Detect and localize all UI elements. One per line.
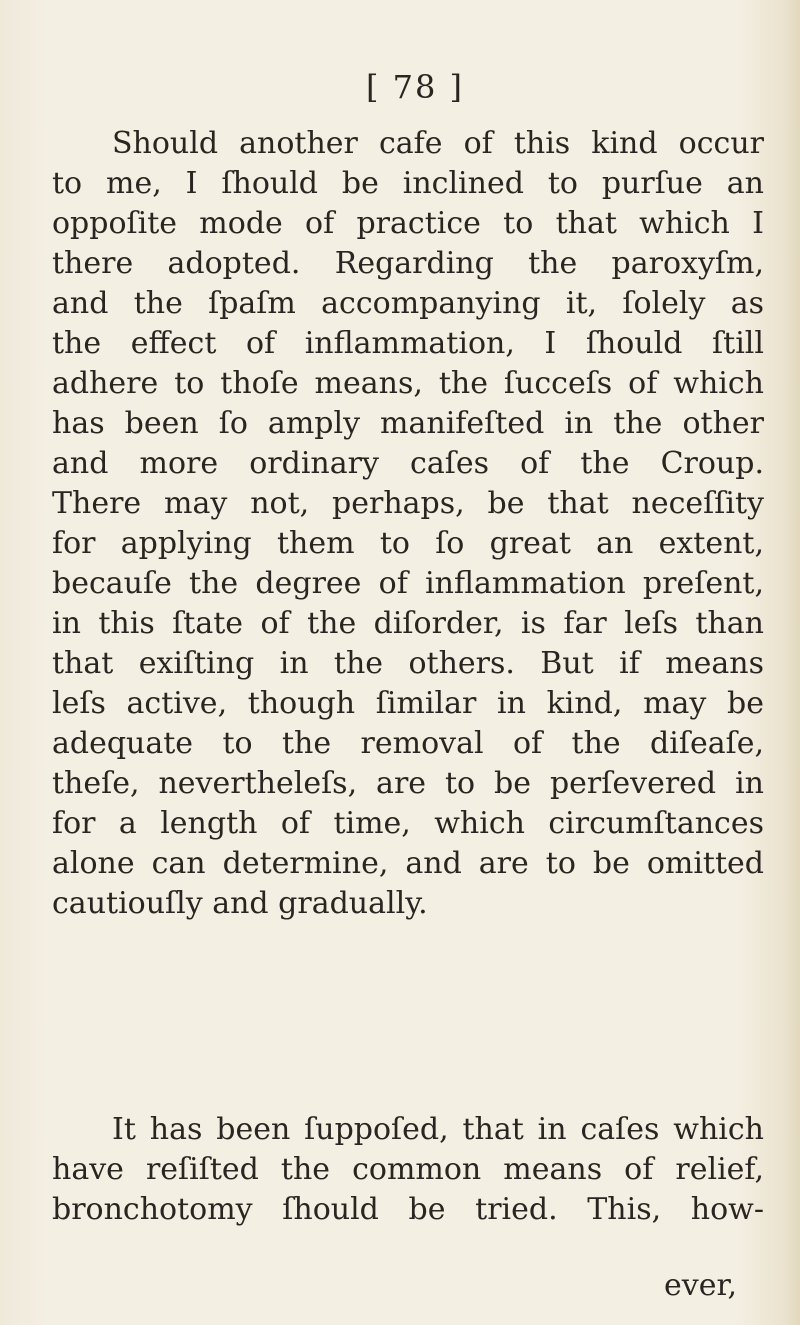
text-line: leſs active, though ſimilar in kind, may be — [52, 686, 764, 721]
text-line: adhere to thoſe means, the ſucceſs of which — [52, 366, 764, 401]
text-line: It has been ſuppoſed, that in caſes which — [112, 1112, 764, 1147]
text-line: for applying them to ſo great an extent, — [52, 526, 764, 561]
text-line: becauſe the degree of inflammation preſent, — [52, 566, 764, 601]
paragraph-2 — [52, 1110, 764, 1230]
page-header — [0, 68, 800, 106]
catchword: ever, — [664, 1268, 738, 1303]
text-line: has been ſo amply manifeſted in the other — [52, 406, 764, 441]
text-line: there adopted. Regarding the paroxyſm, — [52, 246, 764, 281]
text-line: alone can determine, and are to be omitted — [52, 846, 764, 881]
text-line: cautiouſly and gradually. — [52, 886, 428, 921]
text-line: theſe, nevertheleſs, are to be perſevered in — [52, 766, 764, 801]
text-line: adequate to the removal of the diſeaſe, — [52, 726, 764, 761]
text-line: the effect of inflammation, I ſhould ſtill — [52, 326, 764, 361]
page-number: [ 78 ] — [365, 68, 465, 106]
text-line: in this ſtate of the diſorder, is far leſs than — [52, 606, 764, 641]
text-line: and more ordinary caſes of the Croup. — [52, 446, 764, 481]
text-line: oppoſite mode of practice to that which I — [52, 206, 764, 241]
text-line: have reſiſted the common means of relief, — [52, 1152, 764, 1187]
text-line: bronchotomy ſhould be tried. This, how- — [52, 1192, 764, 1227]
text-line: Should another cafe of this kind occur — [112, 126, 764, 161]
text-line: for a length of time, which circumſtances — [52, 806, 764, 841]
text-line: There may not, perhaps, be that neceſſity — [52, 486, 764, 521]
paragraph-1 — [52, 124, 764, 924]
text-line: and the ſpaſm accompanying it, ſolely as — [52, 286, 764, 321]
text-line: that exiſting in the others. But if means — [52, 646, 764, 681]
text-line: to me, I ſhould be inclined to purſue an — [52, 166, 764, 201]
